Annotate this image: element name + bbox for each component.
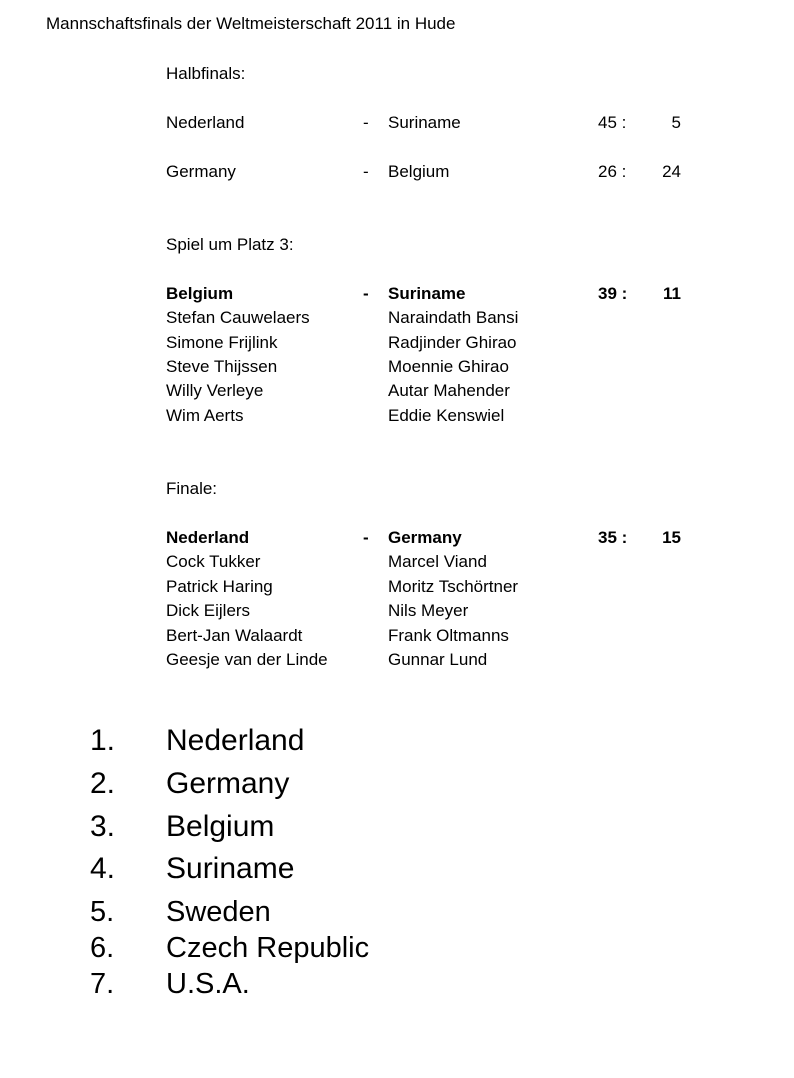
player-name: Cock Tukker — [166, 552, 261, 571]
match-score-home: 26 : — [598, 162, 627, 181]
player-name: Marcel Viand — [388, 552, 487, 571]
match-home-team: Nederland — [166, 113, 245, 132]
match-score-home: 35 : — [598, 528, 628, 547]
rank-team: Belgium — [166, 810, 275, 843]
match-dash: - — [363, 284, 369, 303]
player-name: Nils Meyer — [388, 601, 469, 620]
player-name: Frank Oltmanns — [388, 626, 509, 645]
player-name: Moritz Tschörtner — [388, 577, 519, 596]
player-name: Dick Eijlers — [166, 601, 251, 620]
rank-number: 3. — [90, 810, 116, 843]
match-dash: - — [363, 162, 369, 181]
semifinals-label: Halbfinals: — [166, 64, 246, 83]
ranking-row — [0, 968, 794, 1004]
ranking-row — [0, 767, 794, 807]
rank-team: Germany — [166, 767, 290, 800]
match-home-team: Belgium — [166, 284, 234, 303]
rank-number: 4. — [90, 852, 116, 885]
match-dash: - — [363, 528, 369, 547]
rank-number: 6. — [90, 932, 115, 964]
ranking-row — [0, 810, 794, 850]
player-name: Radjinder Ghirao — [388, 333, 517, 352]
semifinal-match-2 — [0, 162, 794, 184]
third-place-label: Spiel um Platz 3: — [166, 235, 294, 254]
match-away-team: Suriname — [388, 284, 466, 303]
rank-team: Suriname — [166, 852, 295, 885]
player-name: Geesje van der Linde — [166, 650, 328, 669]
match-dash: - — [363, 113, 369, 132]
rank-number: 7. — [90, 968, 115, 1000]
player-name: Willy Verleye — [166, 381, 264, 400]
player-name: Naraindath Bansi — [388, 308, 519, 327]
rank-number: 5. — [90, 896, 115, 928]
player-name: Gunnar Lund — [388, 650, 488, 669]
semifinal-match-1 — [0, 113, 794, 135]
match-score-away: 15 — [662, 528, 681, 547]
match-score-home: 45 : — [598, 113, 627, 132]
match-score-away: 11 — [663, 284, 681, 303]
player-name: Steve Thijssen — [166, 357, 278, 376]
match-home-team: Germany — [166, 162, 236, 181]
match-score-away: 24 — [662, 162, 681, 181]
final-label: Finale: — [166, 479, 218, 498]
player-name: Autar Mahender — [388, 381, 510, 400]
match-away-team: Belgium — [388, 162, 450, 181]
rank-number: 1. — [90, 724, 116, 757]
rank-team: U.S.A. — [166, 968, 250, 1000]
player-name: Patrick Haring — [166, 577, 273, 596]
rank-team: Czech Republic — [166, 932, 370, 964]
final-match — [0, 528, 794, 550]
rank-team: Sweden — [166, 896, 271, 928]
ranking-row — [0, 896, 794, 932]
match-away-team: Suriname — [388, 113, 461, 132]
ranking-row — [0, 852, 794, 892]
player-name: Bert-Jan Walaardt — [166, 626, 303, 645]
third-place-match — [0, 284, 794, 306]
match-score-home: 39 : — [598, 284, 628, 303]
page-title: Mannschaftsfinals der Weltmeisterschaft 2011 in Hude — [46, 14, 456, 33]
player-name: Wim Aerts — [166, 406, 244, 425]
player-name: Stefan Cauwelaers — [166, 308, 310, 327]
ranking-row — [0, 724, 794, 764]
player-name: Moennie Ghirao — [388, 357, 509, 376]
rank-number: 2. — [90, 767, 116, 800]
match-home-team: Nederland — [166, 528, 250, 547]
player-name: Simone Frijlink — [166, 333, 278, 352]
match-away-team: Germany — [388, 528, 462, 547]
player-name: Eddie Kenswiel — [388, 406, 505, 425]
ranking-row — [0, 932, 794, 968]
match-score-away: 5 — [671, 113, 681, 132]
rank-team: Nederland — [166, 724, 305, 757]
